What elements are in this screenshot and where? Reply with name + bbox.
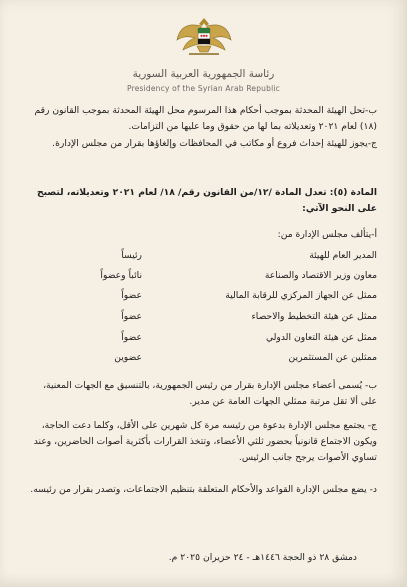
board-member-row (27, 270, 377, 286)
member-role: ممثلين عن المستثمرين (288, 352, 377, 363)
member-capacity: عضواً (121, 332, 142, 343)
member-capacity: رئيساً (121, 250, 142, 261)
board-member-row (27, 332, 377, 348)
syrian-eagle-emblem-icon (175, 14, 233, 60)
board-composition-intro: أ-يتألف مجلس الإدارة من: (277, 229, 377, 240)
member-capacity: عضواً (121, 311, 142, 322)
member-role: معاون وزير الاقتصاد والصناعة (264, 270, 377, 281)
article-5-heading: المادة (٥): تعدل المادة /١٢/من القانون رقم/ ١٨/ لعام ٢٠٢١ وتعديلاته، لتصبح على النحو الآتي: (36, 187, 377, 214)
board-member-row (27, 250, 377, 266)
signature-date-line: دمشق ٢٨ ذو الحجة ١٤٤٦هـ - ٢٤ حزيران ٢٠٢٥ م. (168, 552, 357, 563)
member-role: المدير العام للهيئة (309, 250, 377, 261)
board-member-row (27, 352, 377, 368)
board-member-row (27, 290, 377, 306)
board-member-row (27, 311, 377, 327)
member-role: ممثل عن الجهاز المركزي للرقابة المالية (225, 290, 377, 301)
member-capacity: عضوين (114, 352, 142, 363)
paragraph-b2: ب- يُسمى أعضاء مجلس الإدارة بقرار من رئيس الجمهورية، بالتنسيق مع الجهات المعنية، على ألا تقل مرتبة ممثلي الجهات العامة عن مدير. (43, 380, 377, 407)
member-capacity: نائباً وعضواً (100, 270, 142, 281)
member-role: ممثل عن هيئة التعاون الدولي (265, 332, 377, 343)
paragraph-d2: د- يضع مجلس الإدارة القواعد والأحكام المتعلقة بتنظيم الاجتماعات، وتصدر بقرار من رئيسه. (30, 484, 377, 495)
member-role: ممثل عن هيئة التخطيط والاحصاء (251, 311, 377, 322)
paragraph-c: ج-يجوز للهيئة إحداث فروع أو مكاتب في المحافظات وإلغاؤها بقرار من مجلس الإدارة. (52, 138, 377, 149)
paragraph-b: ب-تحل الهيئة المحدثة بموجب أحكام هذا المرسوم محل الهيئة المحدثة بموجب القانون رقم (١٨) لعام ٢٠٢١ وتعديلاته بما لها من حقوق وما عليها من التزامات. (34, 105, 377, 132)
member-capacity: عضواً (121, 290, 142, 301)
presidency-title-english: Presidency of the Syrian Arab Republic (126, 84, 280, 93)
paragraph-c2: ج- يجتمع مجلس الإدارة بدعوة من رئيسه مرة كل شهرين على الأقل، وكلما دعت الحاجة، ويكون الاجتماع قانونياً بحضور ثلثي الأعضاء، وتتخذ القرارات بأكثرية أصوات الحاضرين، وعند تساوي الأصوات يرجح جانب الرئيس. (33, 420, 377, 463)
presidency-title-arabic: رئاسة الجمهورية العربية السورية (132, 68, 275, 80)
